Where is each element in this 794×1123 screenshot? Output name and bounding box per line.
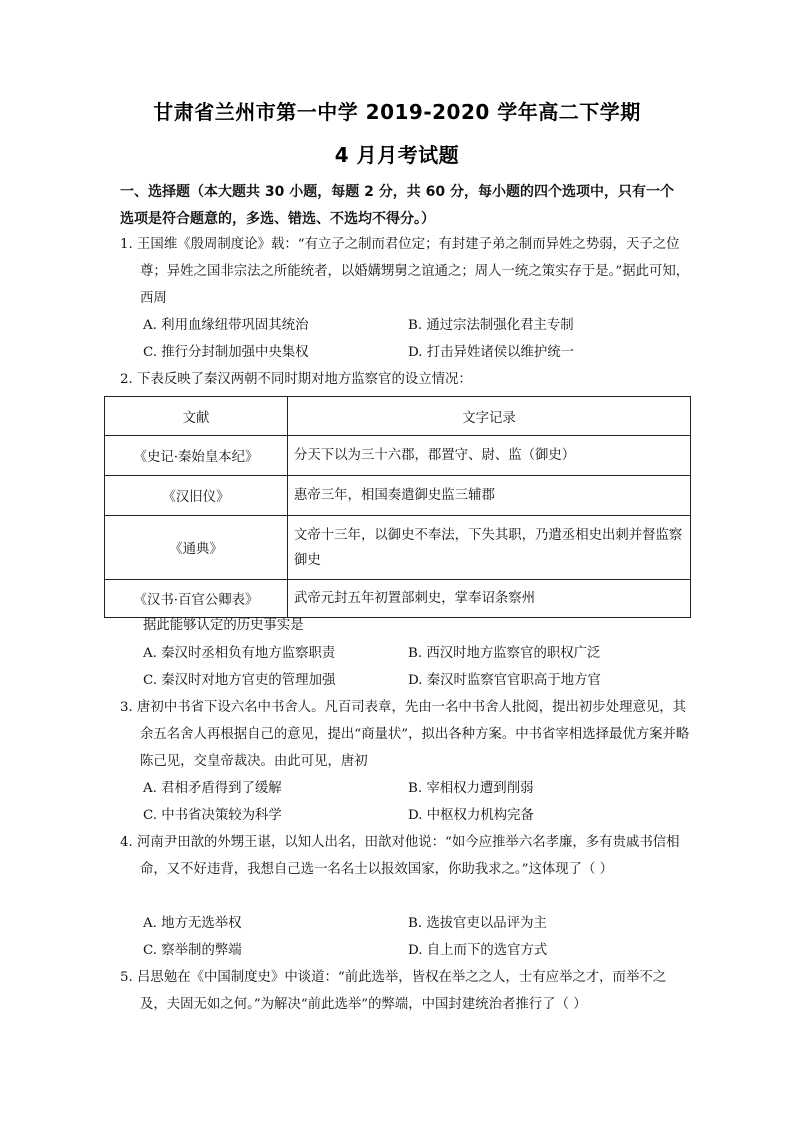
table-row [105, 516, 691, 580]
exam-title: 甘肃省兰州市第一中学 2019-2020 学年高二下学期 [153, 100, 641, 124]
table-cell-source: 《汉旧仪》 [105, 476, 288, 516]
table-header: 文字记录 [288, 397, 691, 436]
supervision-table [104, 396, 691, 618]
table-cell-source: 《史记·秦始皇本纪》 [105, 436, 288, 476]
option-b: B. 宰相权力遭到削弱 [408, 781, 534, 796]
question-stem: 2. 下表反映了秦汉两朝不同时期对地方监察官的设立情况： [120, 372, 472, 387]
table-cell-source: 《汉书·百官公卿表》 [105, 580, 288, 618]
option-c: C. 中书省决策较为科学 [143, 808, 282, 823]
table-cell-text: 分天下以为三十六郡，郡置守、尉、监（御史） [288, 436, 691, 476]
option-d: D. 秦汉时监察官官职高于地方官 [408, 673, 601, 688]
question-2 [120, 366, 690, 393]
table-row [105, 476, 691, 516]
question-5 [120, 964, 690, 1018]
table-row [105, 436, 691, 476]
table-cell-text: 武帝元封五年初置部刺史，掌奉诏条察州 [288, 580, 691, 618]
table-cell-text: 文帝十三年，以御史不奉法，下失其职，乃遣丞相史出刺并督监察御史 [288, 516, 691, 580]
table-header-row [105, 397, 691, 436]
option-a: A. 地方无选举权 [143, 916, 242, 931]
exam-subtitle: 4 月月考试题 [334, 143, 460, 167]
option-b: B. 选拔官吏以品评为主 [408, 916, 547, 931]
option-d: D. 打击异姓诸侯以维护统一 [408, 345, 575, 360]
option-c: C. 秦汉时对地方官吏的管理加强 [143, 673, 336, 688]
question-3 [120, 694, 690, 775]
option-a: A. 利用血缘纽带巩固其统治 [143, 318, 309, 333]
option-d: D. 中枢权力机构完备 [408, 808, 534, 823]
option-c: C. 推行分封制加强中央集权 [143, 345, 309, 360]
question-2-prompt: 据此能够认定的历史事实是 [143, 618, 304, 633]
option-d: D. 自上而下的选官方式 [408, 943, 548, 958]
question-4-options [143, 910, 673, 964]
section-heading: 一、选择题（本大题共 30 小题，每题 2 分，共 60 分，每小题的四个选项中，只有一个选项是符合题意的，多选、错选、不选均不得分。） [120, 184, 674, 227]
table-header: 文献 [105, 397, 288, 436]
question-1 [120, 231, 690, 312]
question-1-options [143, 312, 673, 366]
table-cell-text: 惠帝三年，相国奏遣御史监三辅郡 [288, 476, 691, 516]
option-a: A. 秦汉时丞相负有地方监察职责 [143, 646, 336, 661]
option-c: C. 察举制的弊端 [143, 943, 242, 958]
question-stem: 5. 吕思勉在《中国制度史》中谈道：“前此选举，皆权在举之之人，士有应举之才，而举不之及，夫固无如之何。”为解决“前此选举”的弊端，中国封建统治者推行了（ ） [120, 970, 667, 1012]
question-3-options [143, 775, 673, 829]
option-a: A. 君相矛盾得到了缓解 [143, 781, 282, 796]
option-b: B. 西汉时地方监察官的职权广泛 [408, 646, 601, 661]
question-stem: 4. 河南尹田歆的外甥王谌，以知人出名，田歆对他说：“如今应推举六名孝廉，多有贵戚书信相命，又不好违背，我想自己选一名名士以报效国家，你助我求之。”这体现了（ ） [120, 835, 680, 877]
question-4 [120, 829, 690, 883]
option-b: B. 通过宗法制强化君主专制 [408, 318, 574, 333]
question-stem: 1. 王国维《殷周制度论》载：“有立子之制而君位定；有封建子弟之制而异姓之势弱，天子之位尊；异姓之国非宗法之所能统者，以婚媾甥舅之谊通之；周人一统之策实存于是。”据此可知，西周 [120, 237, 690, 306]
table-cell-source: 《通典》 [105, 516, 288, 580]
question-2-options [143, 640, 673, 694]
question-stem: 3. 唐初中书省下设六名中书舍人。凡百司表章，先由一名中书舍人批阅，提出初步处理意见，其余五名舍人再根据自己的意见，提出“商量状”，拟出各种方案。中书省宰相选择最优方案并略陈己见，交皇帝裁决。由此可见，唐初 [120, 700, 690, 769]
